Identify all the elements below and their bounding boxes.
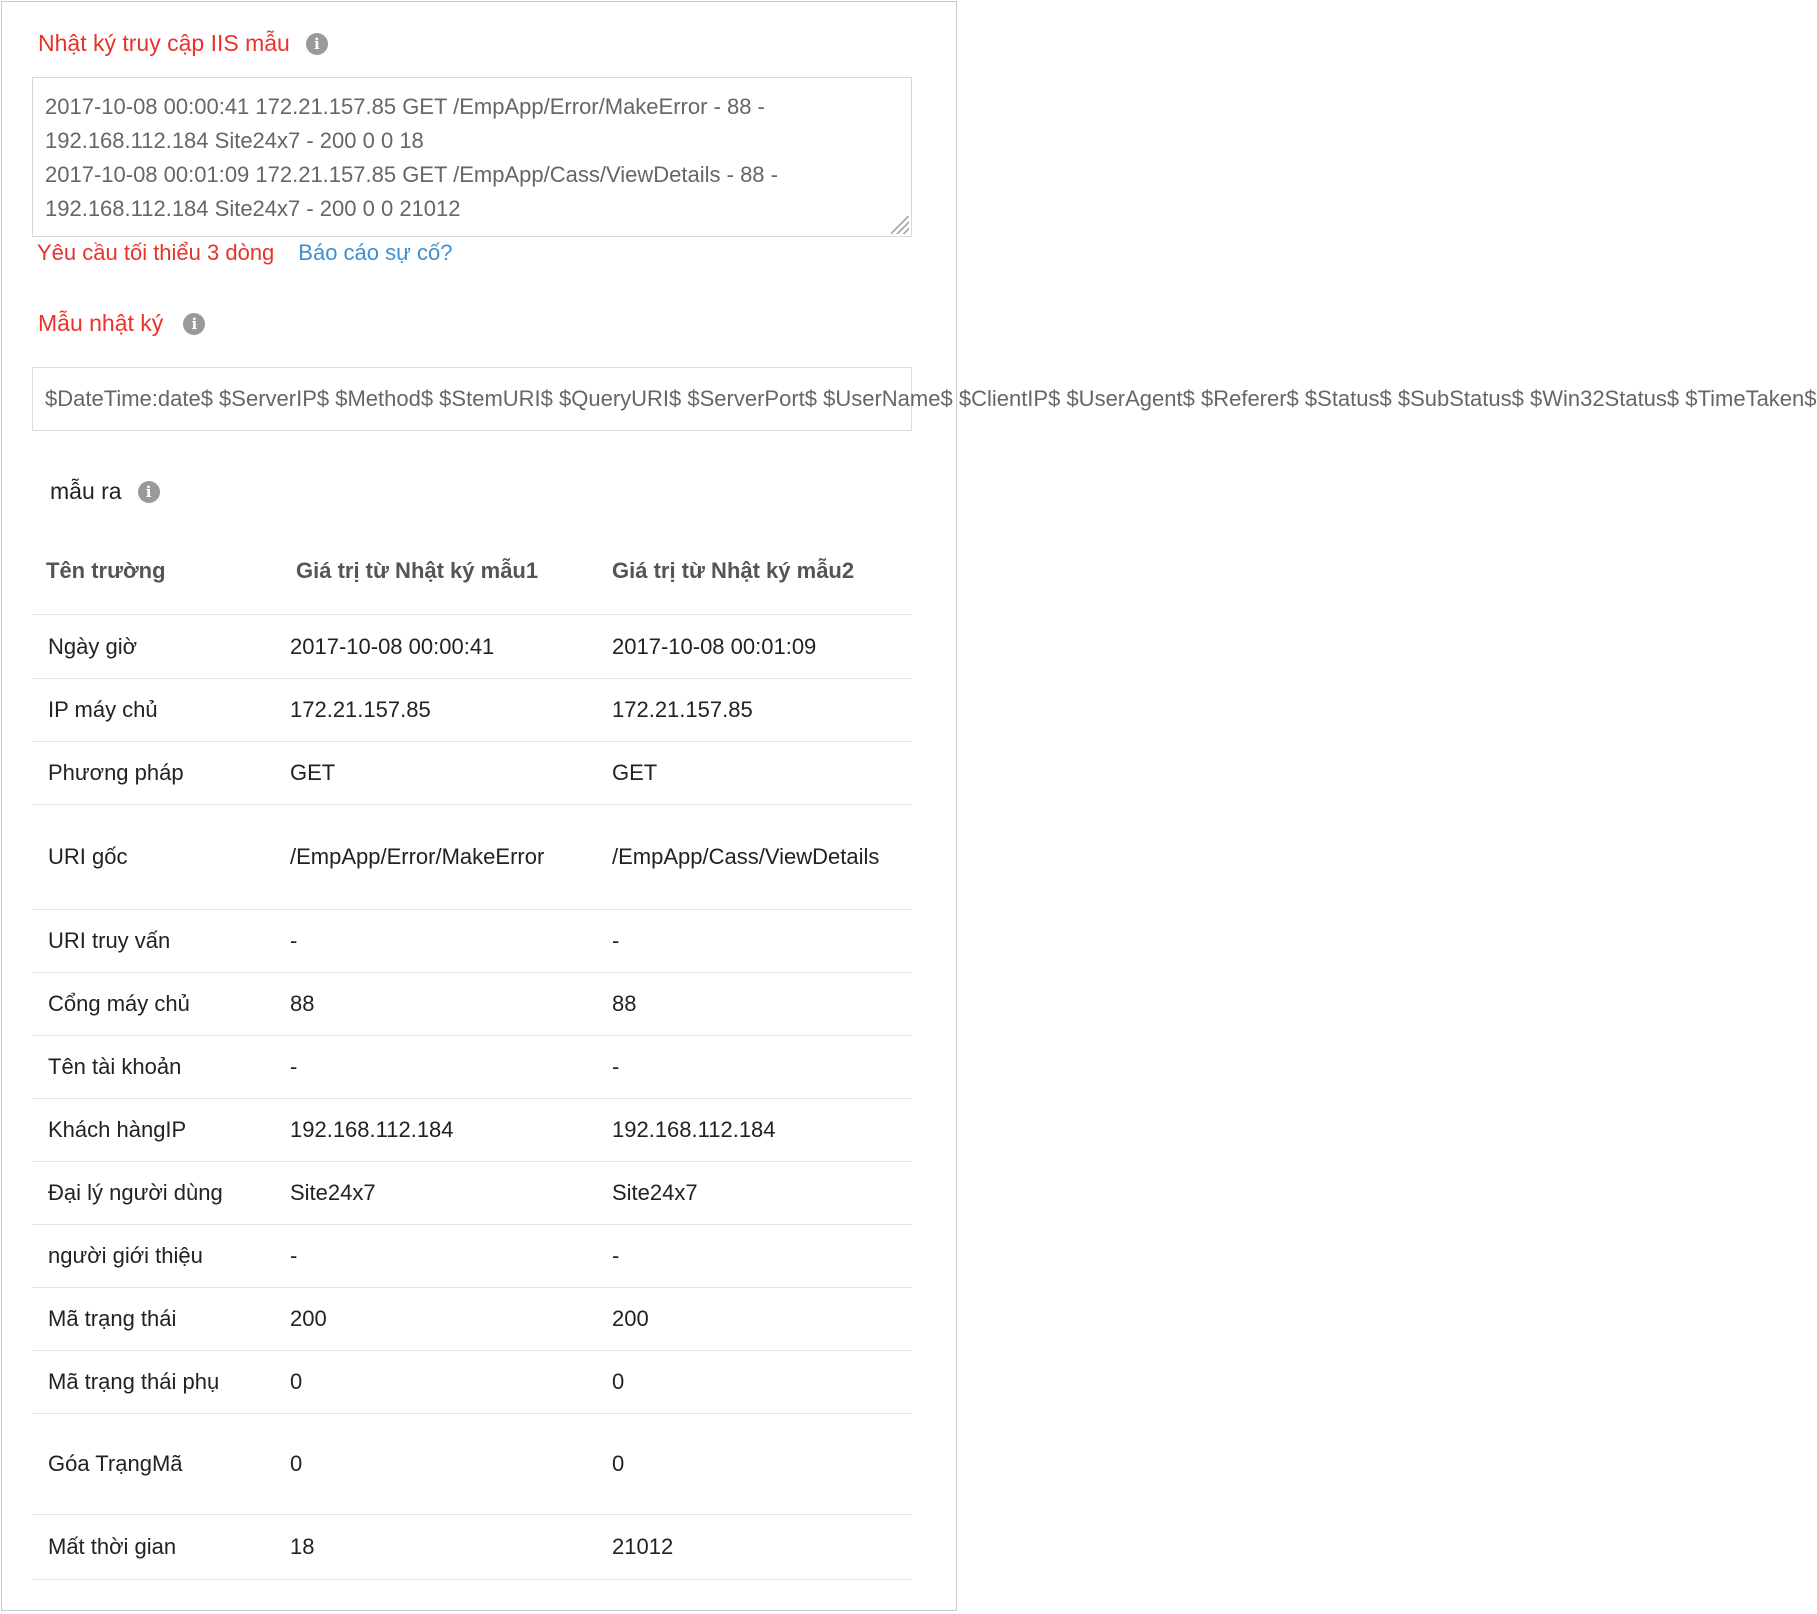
table-row xyxy=(32,1036,912,1099)
header-sample1: Giá trị từ Nhật ký mẫu1 xyxy=(296,557,539,583)
hint-row xyxy=(37,240,452,266)
header-field-name: Tên trường xyxy=(46,557,166,583)
sample2-value: 0 xyxy=(612,1369,625,1394)
info-icon[interactable]: i xyxy=(183,313,205,335)
table-row xyxy=(32,742,912,805)
sample1-value: 0 xyxy=(290,1369,303,1394)
field-name: người giới thiệu xyxy=(48,1243,203,1268)
sample-log-line: 192.168.112.184 Site24x7 - 200 0 0 21012 xyxy=(45,196,461,221)
sample2-value: 172.21.157.85 xyxy=(612,697,753,722)
log-pattern-input[interactable]: $DateTime:date$ $ServerIP$ $Method$ $StemURI$ $QueryURI$ $ServerPort$ $UserName$ $ClientIP$ $UserAgent$ $Referer$ $Status$ $SubStatus$ $Win32Status$ $TimeTaken$ xyxy=(32,367,912,431)
log-pattern-label-text: Mẫu nhật ký xyxy=(38,310,164,336)
sample-log-line: 2017-10-08 00:00:41 172.21.157.85 GET /EmpApp/Error/MakeError - 88 - xyxy=(45,94,765,119)
sample2-value: 200 xyxy=(612,1306,649,1331)
sample1-value: - xyxy=(290,928,298,953)
table-header xyxy=(32,527,912,615)
output-label xyxy=(50,478,160,505)
table-row xyxy=(32,1225,912,1288)
sample2-value: - xyxy=(612,1054,620,1079)
sample2-value: 192.168.112.184 xyxy=(612,1117,776,1142)
sample2-value: /EmpApp/Cass/ViewDetails xyxy=(612,844,880,869)
log-pattern-label xyxy=(38,310,205,337)
sample1-value: 2017-10-08 00:00:41 xyxy=(290,633,495,659)
sample-log-textarea[interactable] xyxy=(32,77,912,237)
min-lines-error: Yêu cầu tối thiểu 3 dòng xyxy=(37,240,275,265)
table-row xyxy=(32,973,912,1036)
field-name: IP máy chủ xyxy=(48,697,158,722)
sample1-value: 192.168.112.184 xyxy=(290,1117,454,1142)
field-name: Mất thời gian xyxy=(48,1534,177,1559)
report-issue-link[interactable]: Báo cáo sự cố? xyxy=(298,240,453,265)
field-name: Tên tài khoản xyxy=(48,1054,182,1079)
table-row xyxy=(32,1351,912,1414)
field-name: Khách hàngIP xyxy=(48,1117,187,1142)
sample1-value: 88 xyxy=(290,991,315,1016)
sample2-value: 2017-10-08 00:01:09 xyxy=(612,633,817,659)
sample1-value: GET xyxy=(290,760,336,785)
table-row xyxy=(32,679,912,742)
sample2-value: GET xyxy=(612,760,658,785)
output-label-text: mẫu ra xyxy=(50,478,122,504)
field-name: Mã trạng thái phụ xyxy=(48,1369,220,1394)
parser-panel xyxy=(1,1,1817,1611)
table-row xyxy=(32,1414,912,1515)
sample1-value: - xyxy=(290,1054,298,1079)
info-icon[interactable]: i xyxy=(306,33,328,55)
field-name: Góa TrạngMã xyxy=(48,1451,183,1476)
table-row xyxy=(32,1162,912,1225)
table-row xyxy=(32,615,912,679)
sample1-value: 172.21.157.85 xyxy=(290,697,431,722)
sample1-value: /EmpApp/Error/MakeError xyxy=(290,844,545,869)
sample2-value: - xyxy=(612,1243,620,1268)
header-sample2: Giá trị từ Nhật ký mẫu2 xyxy=(612,557,855,583)
table-row xyxy=(32,805,912,910)
sample1-value: 18 xyxy=(290,1534,315,1559)
field-name: Đại lý người dùng xyxy=(48,1180,223,1205)
sample1-value: 0 xyxy=(290,1451,303,1476)
output-table xyxy=(32,527,912,1580)
sample2-value: 21012 xyxy=(612,1534,674,1559)
sample1-value: Site24x7 xyxy=(290,1180,376,1205)
resize-grip-icon[interactable] xyxy=(891,216,909,234)
sample1-value: 200 xyxy=(290,1306,327,1331)
sample-log-label-text: Nhật ký truy cập IIS mẫu xyxy=(38,30,290,56)
field-name: Cổng máy chủ xyxy=(48,991,190,1016)
sample2-value: 0 xyxy=(612,1451,625,1476)
sample-log-label xyxy=(38,30,328,57)
field-name: Ngày giờ xyxy=(48,633,138,659)
sample2-value: - xyxy=(612,928,620,953)
table-row xyxy=(32,1515,912,1580)
sample-log-line: 2017-10-08 00:01:09 172.21.157.85 GET /EmpApp/Cass/ViewDetails - 88 - xyxy=(45,162,778,187)
field-name: Mã trạng thái xyxy=(48,1306,177,1331)
sample2-value: 88 xyxy=(612,991,637,1016)
table-row xyxy=(32,910,912,973)
field-name: Phương pháp xyxy=(48,760,184,785)
sample2-value: Site24x7 xyxy=(612,1180,698,1205)
table-row xyxy=(32,1099,912,1162)
info-icon[interactable]: i xyxy=(138,481,160,503)
field-name: URI truy vấn xyxy=(48,928,171,953)
sample-log-line: 192.168.112.184 Site24x7 - 200 0 0 18 xyxy=(45,128,424,153)
field-name: URI gốc xyxy=(48,844,128,869)
table-row xyxy=(32,1288,912,1351)
sample1-value: - xyxy=(290,1243,298,1268)
